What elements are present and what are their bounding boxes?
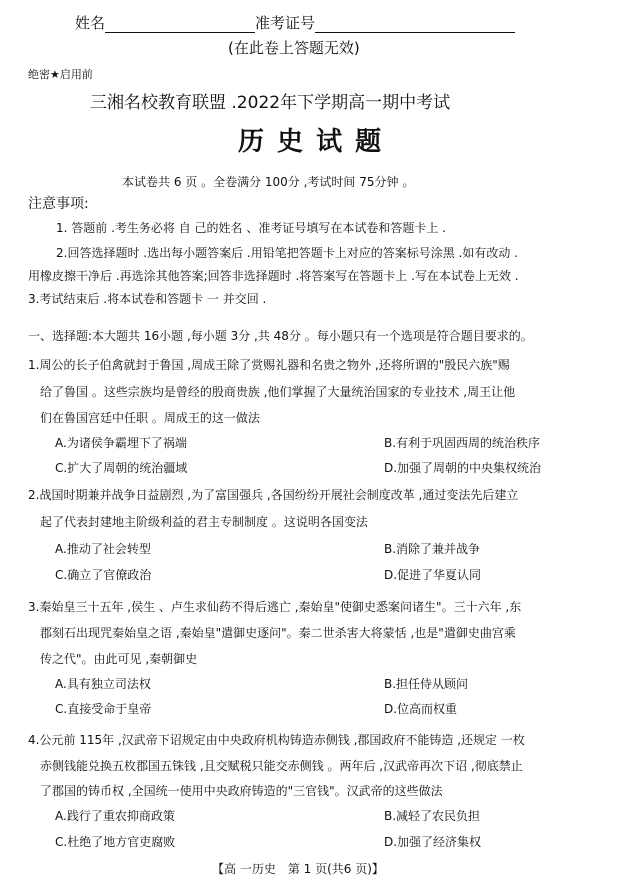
question-4-line-2: 赤侧钱能兑换五枚郡国五铢钱 ,且交赋税只能交赤侧钱 。两年后 ,汉武帝再次下诏 ,彻底禁止 xyxy=(40,759,523,773)
question-4-option-a: A.践行了重农抑商政策 xyxy=(55,809,175,823)
question-2-option-c: C.确立了官僚政治 xyxy=(55,568,152,582)
exam-title: 三湘名校教育联盟 .2022年下学期高一期中考试 xyxy=(90,93,451,113)
question-3-line-3: 传之代"。由此可见 ,秦朝御史 xyxy=(40,652,198,666)
question-1-line-2: 给了鲁国 。这些宗族均是曾经的殷商贵族 ,他们掌握了大量统治国家的专业技术 ,周王让他 xyxy=(40,385,516,399)
invalid-note: (在此卷上答题无效) xyxy=(228,39,360,57)
question-4-option-d: D.加强了经济集权 xyxy=(384,835,482,849)
name-field-row xyxy=(75,12,515,33)
section-heading: 一、选择题:本大题共 16小题 ,每小题 3分 ,共 48分 。每小题只有一个选项是符合题目要求的。 xyxy=(28,329,533,343)
subject-title: 历 史 试 题 xyxy=(238,127,384,157)
question-1-line-3: 们在鲁国宫廷中任职 。周成王的这一做法 xyxy=(40,411,260,425)
question-3-line-2: 郡刻石出现咒秦始皇之语 ,秦始皇"遣御史逐问"。秦二世杀害大将蒙恬 ,也是"遣御史曲宫乘 xyxy=(40,626,516,640)
exam-info: 本试卷共 6 页 。全卷满分 100分 ,考试时间 75分钟 。 xyxy=(122,175,415,189)
note-item-2-line2: 用橡皮擦干净后 .再选涂其他答案;回答非选择题时 .将答案写在答题卡上 .写在本试卷上无效 . xyxy=(28,269,519,283)
question-3-option-c: C.直接受命于皇帝 xyxy=(55,702,152,716)
question-2-line-1: 2.战国时期兼并战争日益剧烈 ,为了富国强兵 ,各国纷纷开展社会制度改革 ,通过变法先后建立 xyxy=(28,488,519,502)
question-3-option-d: D.位高而权重 xyxy=(384,702,458,716)
note-item-1: 1. 答题前 .考生务必将 自 己的姓名 、准考证号填写在本试卷和答题卡上 . xyxy=(56,221,446,235)
question-2-line-2: 起了代表封建地主阶级利益的君主专制制度 。这说明各国变法 xyxy=(40,515,368,529)
question-4-option-c: C.杜绝了地方官吏腐败 xyxy=(55,835,176,849)
question-2-option-a: A.推动了社会转型 xyxy=(55,542,151,556)
secret-mark: 绝密★启用前 xyxy=(28,68,93,81)
question-1-option-b: B.有利于巩固西周的统治秩序 xyxy=(384,436,541,450)
id-blank xyxy=(315,16,515,33)
question-1-option-c: C.扩大了周朝的统治疆域 xyxy=(55,461,188,475)
question-3-option-b: B.担任侍从顾问 xyxy=(384,677,469,691)
question-1-line-1: 1.周公的长子伯禽就封于鲁国 ,周成王除了赏赐礼器和名贵之物外 ,还将所谓的"殷民六族"赐 xyxy=(28,358,510,372)
question-1-option-a: A.为诸侯争霸埋下了祸端 xyxy=(55,436,187,450)
question-4-line-1: 4.公元前 115年 ,汉武帝下诏规定由中央政府机构铸造赤侧钱 ,郡国政府不能铸造 ,还规定 一枚 xyxy=(28,733,525,747)
question-3-line-1: 3.秦始皇三十五年 ,侯生 、卢生求仙药不得后逃亡 ,秦始皇"使御史悉案问诸生"。三十六年 ,东 xyxy=(28,600,522,614)
question-3-option-a: A.具有独立司法权 xyxy=(55,677,151,691)
page-footer: 【高 一历史 第 1 页(共6 页)】 xyxy=(212,862,384,876)
id-label: 准考证号 xyxy=(255,14,316,32)
question-2-option-d: D.促进了华夏认同 xyxy=(384,568,482,582)
question-4-option-b: B.减轻了农民负担 xyxy=(384,809,481,823)
name-blank xyxy=(105,16,255,33)
question-4-line-3: 了郡国的铸币权 ,全国统一使用中央政府铸造的"三官钱"。汉武帝的这些做法 xyxy=(40,784,443,798)
question-1-option-d: D.加强了周朝的中央集权统治 xyxy=(384,461,542,475)
notes-heading: 注意事项: xyxy=(28,196,89,212)
question-2-option-b: B.消除了兼并战争 xyxy=(384,542,481,556)
note-item-3: 3.考试结束后 .将本试卷和答题卡 一 并交回 . xyxy=(28,292,267,306)
name-label: 姓名 xyxy=(75,14,106,32)
note-item-2-line1: 2.回答选择题时 .选出每小题答案后 .用铅笔把答题卡上对应的答案标号涂黑 .如有改动 . xyxy=(56,246,518,260)
